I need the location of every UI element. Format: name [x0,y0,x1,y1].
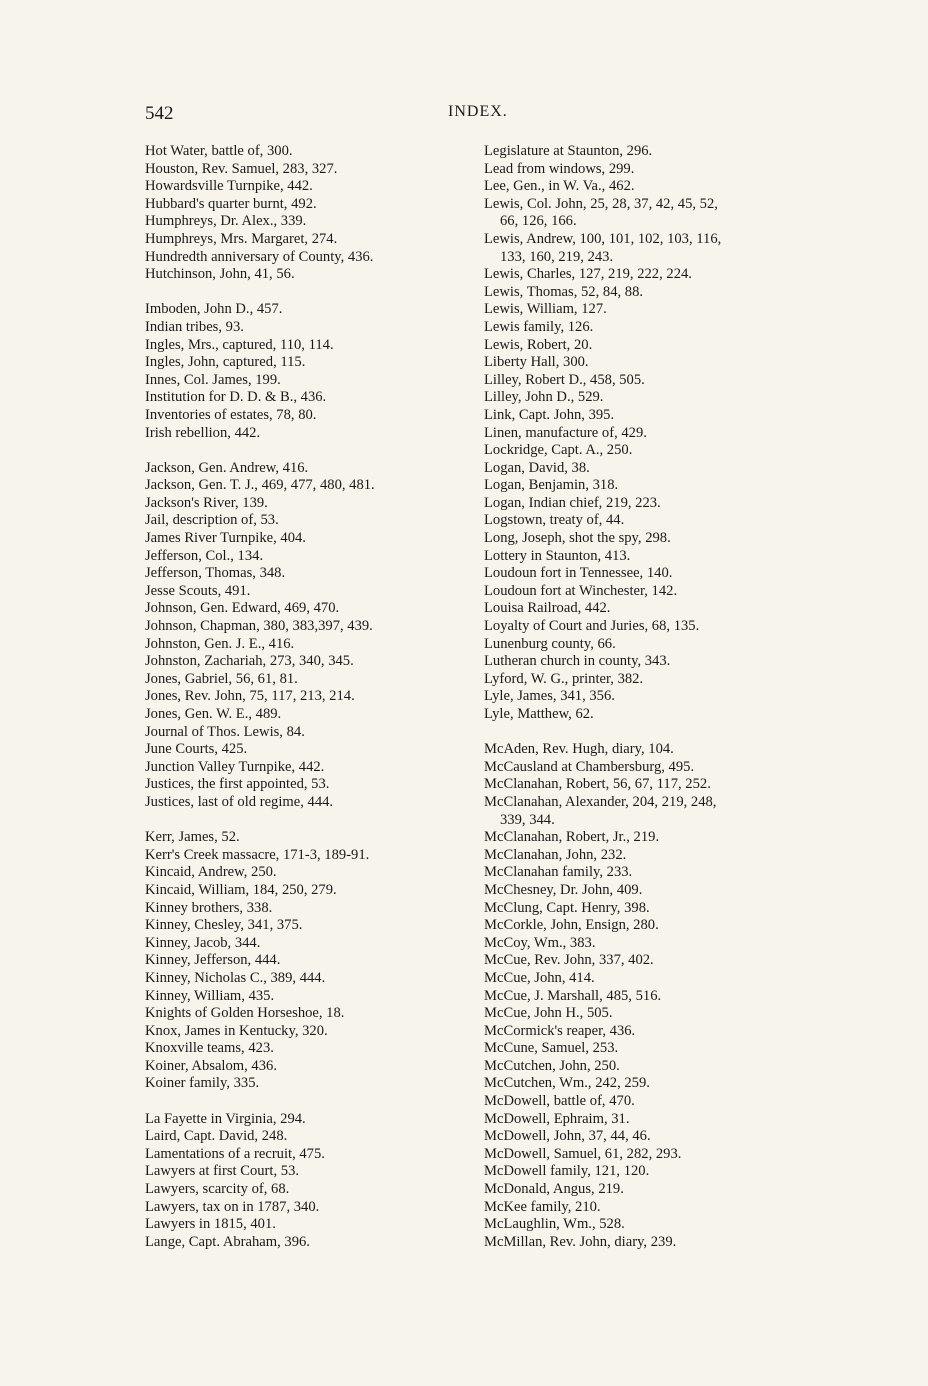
index-entry: Johnston, Zachariah, 273, 340, 345. [145,653,354,670]
index-entry: Kinney, Nicholas C., 389, 444. [145,969,326,986]
index-entry: McCorkle, John, Ensign, 280. [484,917,659,934]
index-entry: McDowell, battle of, 470. [484,1093,635,1110]
page-header [0,103,928,127]
index-entry: Lamentations of a recruit, 475. [145,1145,325,1162]
index-entry: McClanahan, John, 232. [484,846,627,863]
index-entry: Innes, Col. James, 199. [145,371,281,388]
index-entry: Jefferson, Col., 134. [145,547,264,564]
section-gap [145,812,465,830]
index-entry: Liberty Hall, 300. [484,354,589,371]
index-entry: Link, Capt. John, 395. [484,406,615,423]
index-entry: Lewis, Andrew, 100, 101, 102, 103, 116, [484,230,722,247]
index-entry: Lewis, Col. John, 25, 28, 37, 42, 45, 52, [484,195,718,212]
index-entry: Junction Valley Turnpike, 442. [145,758,325,775]
index-entry: McDowell, Ephraim, 31. [484,1110,630,1127]
index-entry: Lewis, Thomas, 52, 84, 88. [484,283,644,300]
page-number: 542 [145,103,174,124]
index-entry: Kinney, Jefferson, 444. [145,952,281,969]
section-gap [145,284,465,302]
index-entry-continuation: 66, 126, 166. [500,213,577,230]
index-entry: McDonald, Angus, 219. [484,1181,624,1198]
running-head: INDEX. [448,103,508,120]
index-entry: Long, Joseph, shot the spy, 298. [484,530,671,547]
index-entry: Kincaid, William, 184, 250, 279. [145,881,337,898]
index-entry: Lyle, Matthew, 62. [484,706,594,722]
index-entry: Houston, Rev. Samuel, 283, 327. [145,160,338,177]
index-entry: Lange, Capt. Abraham, 396. [145,1233,310,1250]
index-entry: Hot Water, battle of, 300. [145,143,293,159]
index-entry: Johnston, Gen. J. E., 416. [145,635,295,652]
index-entry: Logan, Indian chief, 219, 223. [484,494,661,511]
index-entry: Lawyers in 1815, 401. [145,1216,276,1233]
index-entry: McClanahan, Robert, 56, 67, 117, 252. [484,776,711,793]
index-entry: Kinney, Jacob, 344. [145,934,261,951]
index-entry: Kinney brothers, 338. [145,899,273,916]
index-entry: Lyle, James, 341, 356. [484,688,615,705]
index-entry: Ingles, Mrs., captured, 110, 114. [145,336,334,353]
index-entry: Journal of Thos. Lewis, 84. [145,723,305,740]
index-entry: Imboden, John D., 457. [145,301,283,318]
index-entry: Kerr, James, 52. [145,829,240,846]
index-entry: McClung, Capt. Henry, 398. [484,899,650,916]
index-entry: Loudoun fort in Tennessee, 140. [484,565,673,582]
index-entry: Kinney, Chesley, 341, 375. [145,917,303,934]
index-entry: Kinney, William, 435. [145,987,275,1004]
index-entry: Institution for D. D. & B., 436. [145,389,327,406]
index-entry: McCormick's reaper, 436. [484,1022,636,1039]
index-entry: Irish rebellion, 442. [145,424,261,441]
index-entry: McClanahan family, 233. [484,864,633,881]
index-entry: Laird, Capt. David, 248. [145,1128,288,1145]
index-entry: Inventories of estates, 78, 80. [145,406,317,423]
index-entry: Justices, last of old regime, 444. [145,793,334,810]
index-entry: McClanahan, Alexander, 204, 219, 248, [484,793,717,810]
index-entry: Jones, Rev. John, 75, 117, 213, 214. [145,688,355,705]
index-entry: Knights of Golden Horseshoe, 18. [145,1005,345,1022]
index-entry: Lyford, W. G., printer, 382. [484,670,644,687]
index-entry: Jefferson, Thomas, 348. [145,565,286,582]
index-entry: Jesse Scouts, 491. [145,582,251,599]
section-gap [145,1093,465,1111]
index-entry: Lee, Gen., in W. Va., 462. [484,178,635,195]
index-entry: McCutchen, Wm., 242, 259. [484,1075,650,1092]
index-entry: Logstown, treaty of, 44. [484,512,625,529]
index-entry: Justices, the first appointed, 53. [145,776,330,793]
index-entry: Lawyers, scarcity of, 68. [145,1181,290,1198]
index-entry: Lewis, Robert, 20. [484,336,593,353]
index-entry: James River Turnpike, 404. [145,530,306,547]
index-entry: Lawyers at first Court, 53. [145,1163,300,1180]
index-entry: McCue, John H., 505. [484,1005,613,1022]
index-entry-continuation: 339, 344. [500,811,555,828]
index-entry: Kerr's Creek massacre, 171-3, 189-91. [145,846,370,863]
index-entry: Loyalty of Court and Juries, 68, 135. [484,618,700,635]
index-entry: Lutheran church in county, 343. [484,653,671,670]
index-entry: Jackson, Gen. T. J., 469, 477, 480, 481. [145,477,375,494]
index-entry: Linen, manufacture of, 429. [484,424,647,441]
index-entry: Knox, James in Kentucky, 320. [145,1022,328,1039]
index-entry: Logan, David, 38. [484,459,590,476]
index-entry: Lunenburg county, 66. [484,635,616,652]
index-entry: Lottery in Staunton, 413. [484,547,631,564]
index-entry: Humphreys, Mrs. Margaret, 274. [145,230,338,247]
index-entry: Jones, Gen. W. E., 489. [145,706,282,722]
index-entry: McCutchen, John, 250. [484,1057,620,1074]
index-entry: Lockridge, Capt. A., 250. [484,442,633,459]
index-entry: Lewis family, 126. [484,318,594,335]
index-entry: McKee family, 210. [484,1198,601,1215]
index-entry: Ingles, John, captured, 115. [145,354,306,371]
index-entry: McMillan, Rev. John, diary, 239. [484,1233,677,1250]
index-entry: Legislature at Staunton, 296. [484,143,653,159]
index-entry: Indian tribes, 93. [145,318,244,335]
index-entry-continuation: 133, 160, 219, 243. [500,248,614,265]
index-entry: June Courts, 425. [145,741,248,758]
index-entry: Howardsville Turnpike, 442. [145,178,313,195]
index-entry: Koiner, Absalom, 436. [145,1057,277,1074]
index-entry: McCausland at Chambersburg, 495. [484,758,695,775]
index-entry: Humphreys, Dr. Alex., 339. [145,213,307,230]
index-entry: Johnson, Gen. Edward, 469, 470. [145,600,340,617]
index-entry: McChesney, Dr. John, 409. [484,881,643,898]
section-gap [145,442,465,460]
index-entry: McDowell family, 121, 120. [484,1163,650,1180]
index-entry: Kincaid, Andrew, 250. [145,864,277,881]
index-entry: Hubbard's quarter burnt, 492. [145,195,317,212]
index-entry: Jackson, Gen. Andrew, 416. [145,459,309,476]
index-entry: Hutchinson, John, 41, 56. [145,266,295,283]
index-column-left [145,143,465,1251]
index-entry: McCune, Samuel, 253. [484,1040,619,1057]
index-entry: Logan, Benjamin, 318. [484,477,619,494]
index-entry: McCue, J. Marshall, 485, 516. [484,987,662,1004]
index-column-right [484,143,814,1251]
index-entry: McAden, Rev. Hugh, diary, 104. [484,741,674,758]
index-entry: La Fayette in Virginia, 294. [145,1110,306,1127]
index-entry: Jackson's River, 139. [145,494,268,511]
index-entry: Lead from windows, 299. [484,160,635,177]
index-entry: Louisa Railroad, 442. [484,600,611,617]
index-entry: McCue, Rev. John, 337, 402. [484,952,654,969]
index-entry: Jones, Gabriel, 56, 61, 81. [145,670,298,687]
section-gap [484,724,814,742]
index-entry: Hundredth anniversary of County, 436. [145,248,374,265]
index-entry: Loudoun fort at Winchester, 142. [484,582,678,599]
index-entry: Jail, description of, 53. [145,512,279,529]
index-entry: McDowell, John, 37, 44, 46. [484,1128,651,1145]
index-entry: Lawyers, tax on in 1787, 340. [145,1198,320,1215]
index-entry: McCoy, Wm., 383. [484,934,596,951]
index-entry: Johnson, Chapman, 380, 383,397, 439. [145,618,373,635]
index-entry: Lewis, William, 127. [484,301,607,318]
index-entry: Koiner family, 335. [145,1075,260,1092]
index-entry: Lewis, Charles, 127, 219, 222, 224. [484,266,692,283]
index-entry: McDowell, Samuel, 61, 282, 293. [484,1145,682,1162]
index-entry: McCue, John, 414. [484,969,595,986]
index-entry: Knoxville teams, 423. [145,1040,274,1057]
index-entry: Lilley, John D., 529. [484,389,604,406]
index-entry: McClanahan, Robert, Jr., 219. [484,829,660,846]
index-entry: Lilley, Robert D., 458, 505. [484,371,645,388]
index-entry: McLaughlin, Wm., 528. [484,1216,625,1233]
